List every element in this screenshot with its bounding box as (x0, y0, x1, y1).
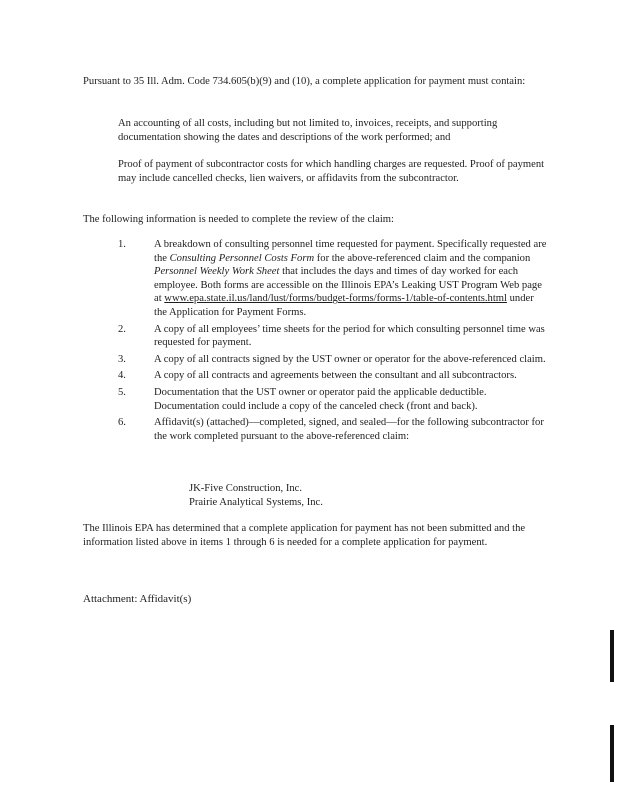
list-item (118, 353, 548, 367)
form-name: Personnel Weekly Work Sheet (154, 266, 280, 278)
requirement-paragraph: An accounting of all costs, including but not limited to, invoices, receipts, and supporting documentation showing the dates and descriptions of the work performed; and (118, 118, 498, 143)
conclusion-paragraph: The Illinois EPA has determined that a complete application for payment has not been submitted and the information listed above in items 1 through 6 is needed for a complete application for payment. (83, 523, 526, 548)
item-text: A breakdown of consulting personnel time requested for payment. Specifically requested are the (154, 239, 547, 264)
item-number: 5. (118, 386, 126, 398)
list-item (118, 369, 548, 383)
info-heading: The following information is needed to complete the review of the claim: (83, 214, 394, 225)
scan-edge-mark (610, 630, 614, 682)
list-item (118, 323, 548, 350)
list-item (118, 416, 548, 443)
item-text: Affidavit(s) (attached)—completed, signed, and sealed—for the following subcontractor for the work completed pursuant to the above-referenced claim: (154, 417, 544, 442)
list-item (118, 386, 548, 413)
item-number: 2. (118, 323, 126, 335)
scan-edge-mark (610, 725, 614, 782)
attachment-note: Attachment: Affidavit(s) (83, 593, 192, 605)
forms-url-link[interactable]: www.epa.state.il.us/land/lust/forms/budget-forms/forms-1/table-of-contents.html (164, 293, 507, 305)
item-number: 4. (118, 370, 126, 382)
item-text: A copy of all contracts and agreements between the consultant and all subcontractors. (154, 370, 517, 382)
item-text: for the above-referenced claim and the companion (314, 252, 531, 264)
subcontractor-name: JK-Five Construction, Inc. (189, 483, 302, 494)
intro-paragraph: Pursuant to 35 Ill. Adm. Code 734.605(b)(9) and (10), a complete application for payment must contain: (83, 76, 526, 87)
item-number: 3. (118, 353, 126, 365)
item-text: under the Application for Payment Forms. (154, 293, 534, 318)
requirement-paragraph: Proof of payment of subcontractor costs for which handling charges are requested. Proof of payment may include cancelled checks, lien waivers, or affidavits from the subcontractor. (118, 159, 545, 184)
item-text: A copy of all employees’ time sheets for the period for which consulting personnel time was requested for payment. (154, 323, 545, 349)
item-text: that includes the days and times of day worked for each employee. Both forms are accessible on the Illinois EPA’s Leaking UST Program Web page at (154, 266, 542, 305)
item-number: 6. (118, 417, 126, 429)
item-text: Documentation that the UST owner or operator paid the applicable deductible. Documentation could include a copy of the canceled check (front and back). (154, 386, 487, 412)
required-items-list (118, 238, 548, 443)
subcontractor-list (189, 482, 489, 509)
item-number: 1. (118, 239, 126, 250)
subcontractor-name: Prairie Analytical Systems, Inc. (189, 496, 323, 508)
item-text: A copy of all contracts signed by the UST owner or operator for the above-referenced claim. (154, 353, 546, 365)
list-item (118, 238, 548, 320)
form-name: Consulting Personnel Costs Form (169, 252, 315, 264)
